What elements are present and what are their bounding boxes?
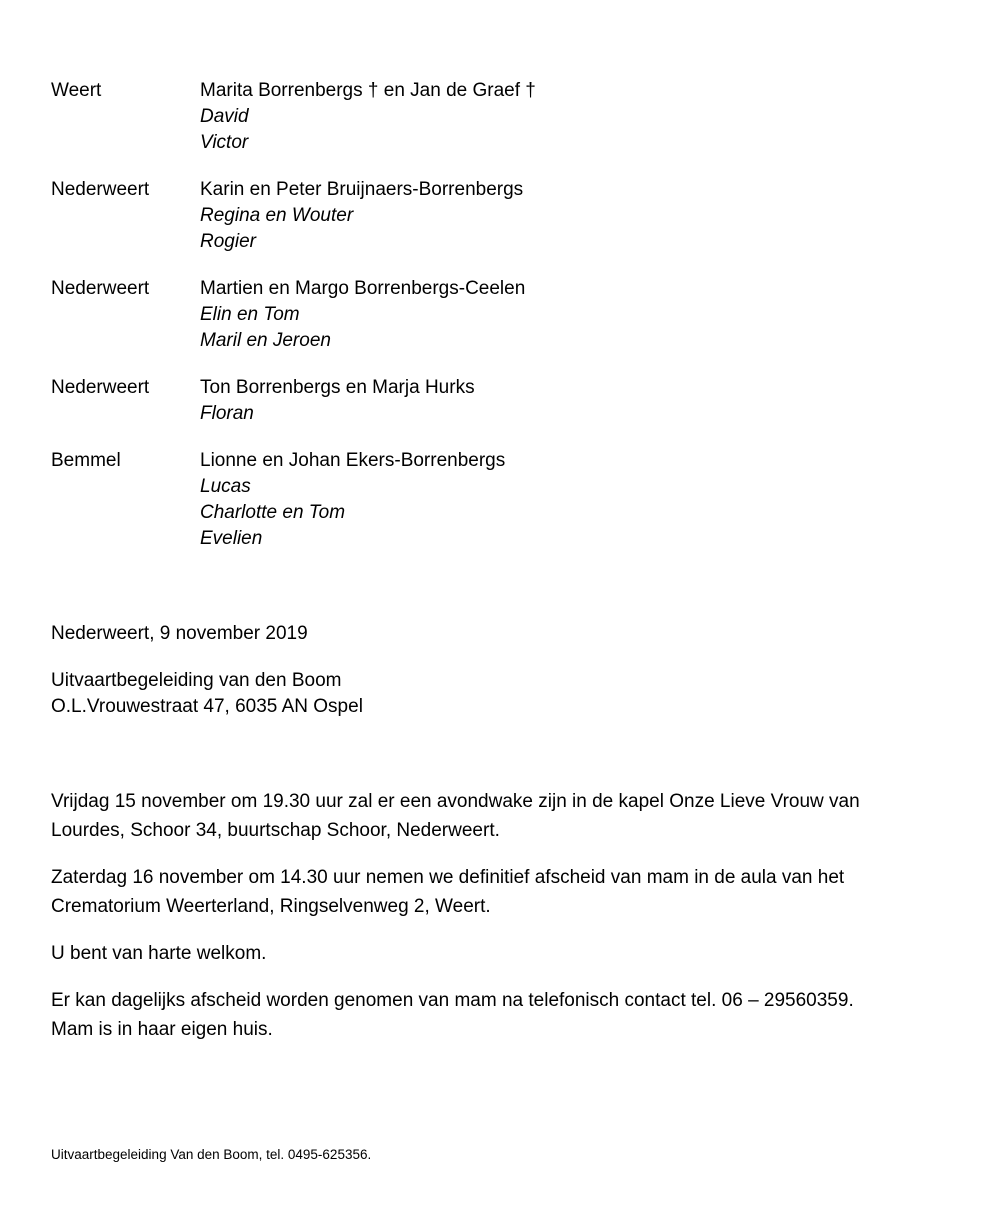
family-place: Weert: [51, 80, 102, 101]
paragraph-line: Lourdes, Schoor 34, buurtschap Schoor, Nederweert.: [51, 820, 500, 841]
family-child: Victor: [200, 132, 249, 153]
family-place: Nederweert: [51, 377, 150, 398]
family-names: [200, 177, 523, 255]
family-parents: Karin en Peter Bruijnaers-Borrenbergs: [200, 179, 524, 200]
family-names: [200, 78, 536, 156]
paragraph-line: Mam is in haar eigen huis.: [51, 1019, 273, 1040]
family-child: Rogier: [200, 231, 256, 252]
paragraph-line: U bent van harte welkom.: [51, 943, 267, 964]
paragraph-line: Er kan dagelijks afscheid worden genomen van mam na telefonisch contact tel. 06 – 29560359.: [51, 990, 854, 1011]
family-child: Evelien: [200, 528, 263, 549]
family-parents: Martien en Margo Borrenbergs-Ceelen: [200, 278, 526, 299]
family-place: Nederweert: [51, 179, 150, 200]
farewell-paragraph: [51, 863, 951, 921]
family-parents: Ton Borrenbergs en Marja Hurks: [200, 377, 475, 398]
visit-paragraph: [51, 986, 951, 1044]
undertaker-name: Uitvaartbegeleiding van den Boom: [51, 670, 342, 691]
paragraph-line: Zaterdag 16 november om 14.30 uur nemen we definitief afscheid van mam in de aula van het: [51, 867, 845, 888]
family-parents: Lionne en Johan Ekers-Borrenbergs: [200, 450, 506, 471]
undertaker-address: O.L.Vrouwestraat 47, 6035 AN Ospel: [51, 696, 363, 717]
family-child: Elin en Tom: [200, 304, 300, 325]
welcome-paragraph: [51, 939, 951, 968]
footer-note: Uitvaartbegeleiding Van den Boom, tel. 0495-625356.: [51, 1147, 372, 1162]
vigil-paragraph: [51, 787, 951, 845]
family-child: Floran: [200, 403, 254, 424]
family-child: Charlotte en Tom: [200, 502, 346, 523]
paragraph-line: Crematorium Weerterland, Ringselvenweg 2, Weert.: [51, 896, 491, 917]
family-parents: Marita Borrenbergs † en Jan de Graef †: [200, 80, 536, 101]
family-names: [200, 448, 505, 552]
family-child: Lucas: [200, 476, 251, 497]
family-place: Nederweert: [51, 278, 150, 299]
family-child: David: [200, 106, 249, 127]
date-line: Nederweert, 9 november 2019: [51, 623, 308, 644]
family-child: Maril en Jeroen: [200, 330, 331, 351]
family-names: [200, 375, 475, 427]
family-place: Bemmel: [51, 450, 121, 471]
paragraph-line: Vrijdag 15 november om 19.30 uur zal er een avondwake zijn in de kapel Onze Lieve Vrouw van: [51, 791, 860, 812]
family-names: [200, 276, 525, 354]
family-child: Regina en Wouter: [200, 205, 354, 226]
